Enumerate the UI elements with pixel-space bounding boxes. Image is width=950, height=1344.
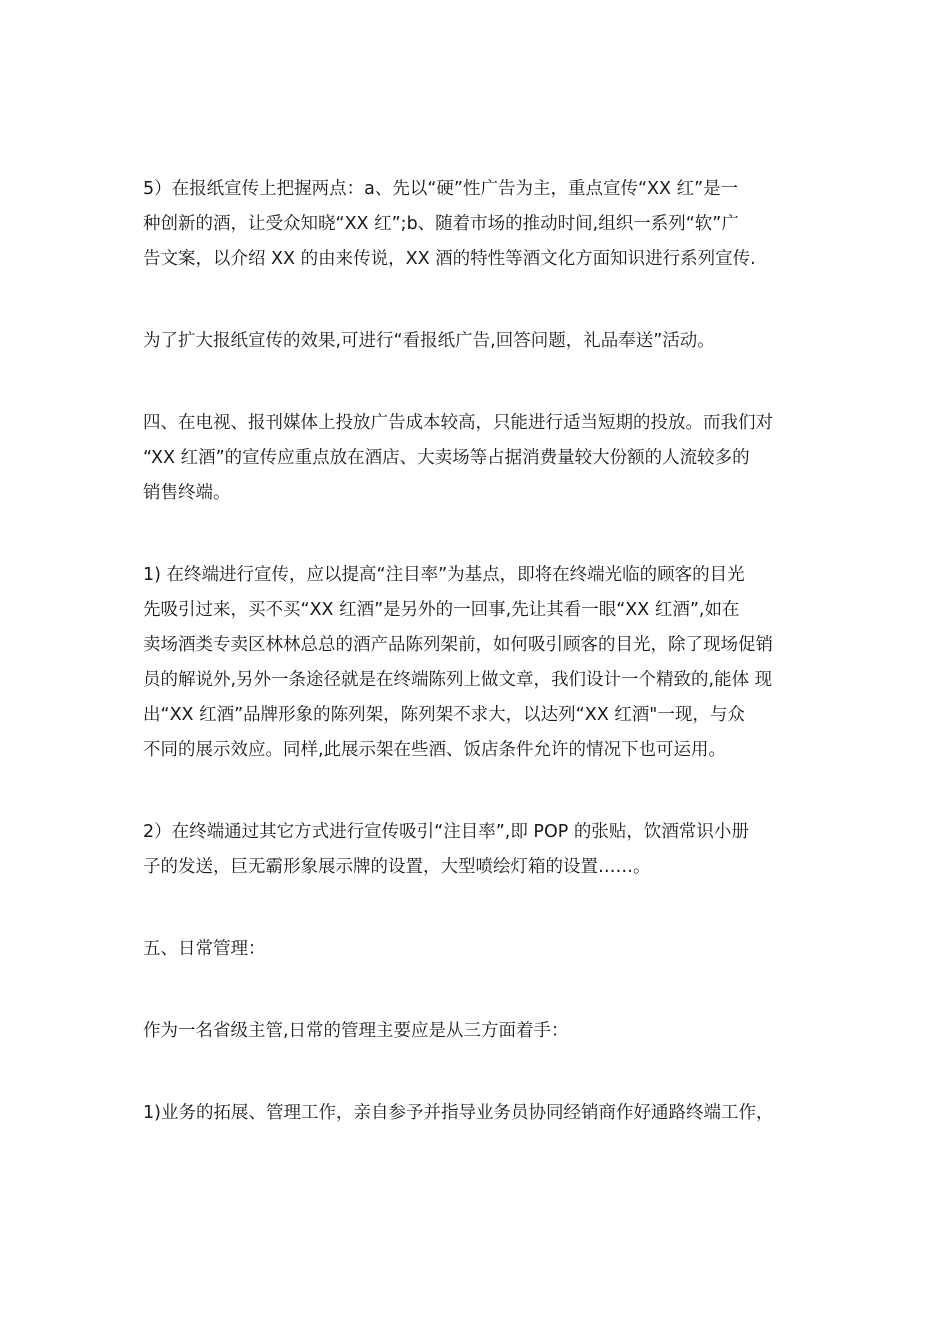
text-line: 子的发送，巨无霸形象展示牌的设置，大型喷绘灯箱的设置……。 <box>143 857 651 877</box>
text-line: 五、日常管理： <box>143 939 266 959</box>
paragraph-gap <box>143 768 807 815</box>
text-line: 种创新的酒，让受众知晓“XX 红”;b、随着市场的推动时间,组织一系列“软”广 <box>143 214 739 234</box>
text-line: 出“XX 红酒”品牌形象的陈列架，陈列架不求大，以达列“XX 红酒"一现，与众 <box>143 705 745 725</box>
text-line: 1) 在终端进行宣传，应以提高“注目率”为基点，即将在终端光临的顾客的目光 <box>143 565 745 585</box>
text-line: “XX 红酒”的宣传应重点放在酒店、大卖场等占据消费量较大份额的人流较多的 <box>143 448 750 468</box>
paragraph-gap <box>143 885 807 932</box>
paragraph-gap <box>143 277 807 324</box>
text-line: 卖场酒类专卖区林林总总的酒产品陈列架前，如何吸引顾客的目光，除了现场促销 <box>143 635 773 655</box>
paragraph-newspaper-activity <box>143 324 807 359</box>
section-heading-daily-management <box>143 932 807 967</box>
paragraph-management-intro <box>143 1014 807 1049</box>
text-line: 先吸引过来，买不买“XX 红酒”是另外的一回事,先让其看一眼“XX 红酒”,如在 <box>143 600 740 620</box>
paragraph-business-expansion <box>143 1096 807 1131</box>
text-line: 四、在电视、报刊媒体上投放广告成本较高，只能进行适当短期的投放。而我们对 <box>143 413 773 433</box>
text-line: 告文案，以介绍 XX 的由来传说，XX 酒的特性等酒文化方面知识进行系列宣传. <box>143 249 756 269</box>
paragraph-terminal-promotion <box>143 558 807 768</box>
paragraph-newspaper-strategy <box>143 172 807 277</box>
paragraph-gap <box>143 359 807 406</box>
document-body <box>143 172 807 1131</box>
text-line: 5）在报纸宣传上把握两点：a、先以“硬”性广告为主，重点宣传“XX 红”是一 <box>143 179 739 199</box>
paragraph-gap <box>143 511 807 558</box>
paragraph-gap <box>143 967 807 1014</box>
paragraph-pop-promotion <box>143 815 807 885</box>
text-line: 为了扩大报纸宣传的效果,可进行“看报纸广告,回答问题，礼品奉送”活动。 <box>143 331 715 351</box>
paragraph-gap <box>143 1049 807 1096</box>
text-line: 员的解说外,另外一条途径就是在终端陈列上做文章，我们设计一个精致的,能体 现 <box>143 670 773 690</box>
text-line: 作为一名省级主管,日常的管理主要应是从三方面着手： <box>143 1021 569 1041</box>
text-line: 1)业务的拓展、管理工作，亲自参予并指导业务员协同经销商作好通路终端工作， <box>143 1103 774 1123</box>
text-line: 销售终端。 <box>143 483 231 503</box>
paragraph-section-four <box>143 406 807 511</box>
text-line: 2）在终端通过其它方式进行宣传吸引“注目率”,即 POP 的张贴，饮酒常识小册 <box>143 822 749 842</box>
text-line: 不同的展示效应。同样,此展示架在些酒、饭店条件允许的情况下也可运用。 <box>143 740 727 760</box>
